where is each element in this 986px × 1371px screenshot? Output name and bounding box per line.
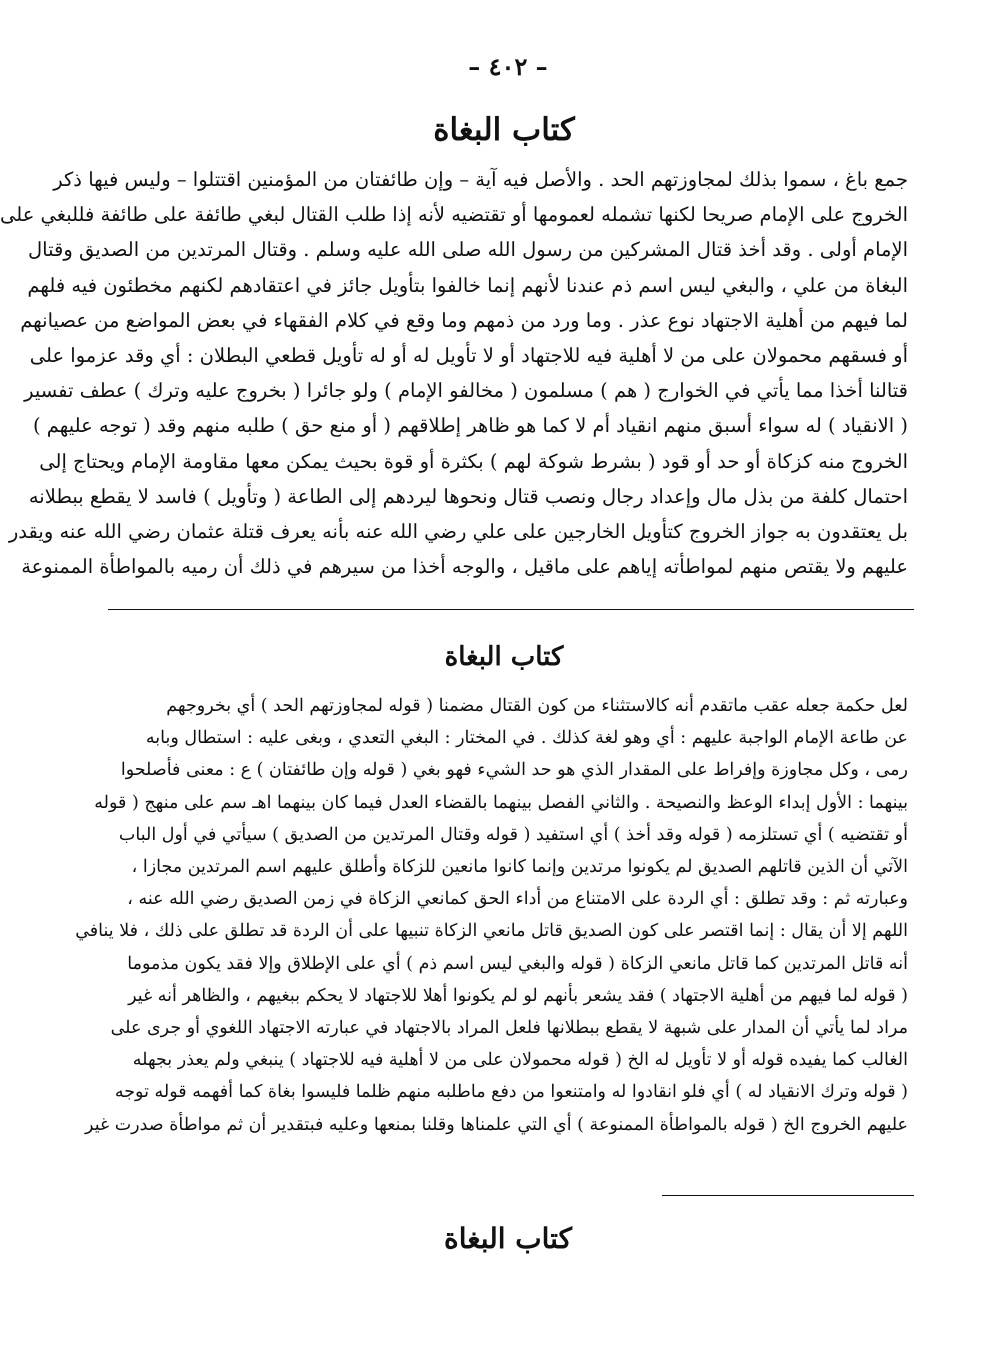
- commentary-text-line: مراد لما يأتي أن المدار على شبهة لا يقطع ببطلانها فلعل المراد بالاجتهاد في عبارته الاجتهاد اللغوي أو جرى على: [110, 1018, 908, 1039]
- commentary-text-line: رمى ، وكل مجاوزة وإفراط على المقدار الذي هو حد الشيء فهو بغي ( قوله وإن طائفتان ) ع : معنى فأصلحوا: [120, 760, 908, 781]
- main-text-line: البغاة من علي ، والبغي ليس اسم ذم عندنا لأنهم إنما خالفوا بتأويل جائز في اعتقادهم لكنهم مخطئون فيه فلهم: [27, 273, 908, 297]
- main-text-line: عليهم ولا يقتص منهم لمواطأته إياهم على ماقيل ، والوجه أخذا من سيرهم في ذلك أن رميه بالمواطأة الممنوعة: [21, 555, 908, 579]
- commentary-text-line: بينهما : الأول إبداء الوعظ والنصيحة . والثاني الفصل بينهما بالقضاء العدل فيما كان بينهما اهـ سم على منهج ( قوله: [94, 792, 908, 813]
- main-text-line: بل يعتقدون به جواز الخروج كتأويل الخارجين على علي رضي الله عنه بأنه يعرف قتلة عثمان رضي الله عنه ويقدر: [8, 520, 908, 544]
- main-text-line: الخروج على الإمام صريحا لكنها تشمله لعمومها أو تقتضيه لأنه إذا طلب القتال لبغي طائفة على طائفة فللبغي على: [0, 203, 908, 227]
- footer-divider: [662, 1195, 914, 1196]
- commentary-chapter-title: كتاب البغاة: [444, 642, 564, 672]
- main-chapter-title: كتاب البغاة: [433, 112, 575, 148]
- main-text-line: أو فسقهم محمولان على من لا أهلية فيه للاجتهاد أو لا تأويل له أو له تأويل قطعي البطلان : أي وقد عزموا على: [29, 344, 908, 368]
- commentary-text-line: عن طاعة الإمام الواجبة عليهم : أي وهو لغة كذلك . في المختار : البغي التعدي ، وبغى عليه : استطال وبابه: [145, 728, 908, 749]
- commentary-text-line: وعبارته ثم : وقد تطلق : أي الردة على الامتناع من أداء الحق كمانعي الزكاة في زمن الصديق رضي الله عنه ،: [127, 889, 908, 910]
- main-text-line: جمع باغ ، سموا بذلك لمجاوزتهم الحد . والأصل فيه آية – وإن طائفتان من المؤمنين اقتتلوا – وليس فيها ذكر: [53, 168, 908, 191]
- commentary-text-line: لعل حكمة جعله عقب ماتقدم أنه كالاستثناء من كون القتال مضمنا ( قوله لمجاوزتهم الحد ) أي بخروجهم: [166, 696, 908, 716]
- commentary-text-line: الغالب كما يفيده قوله أو لا تأويل له الخ ( قوله محمولان على من لا أهلية فيه للاجتهاد ) ينبغي ولم يعذر بجهله: [132, 1050, 908, 1071]
- main-text-line: قتالنا أخذا مما يأتي في الخوارج ( هم ) مسلمون ( مخالفو الإمام ) ولو جائرا ( بخروج عليه وترك ) عطف تفسير: [24, 379, 908, 403]
- next-section-heading: كتاب البغاة: [444, 1222, 572, 1255]
- commentary-section: [75, 638, 908, 1141]
- commentary-text-line: أنه قاتل المرتدين كما قاتل مانعي الزكاة ( قوله والبغي ليس اسم ذم ) أي على الإطلاق وإلا فقد يكون مذموما: [127, 953, 908, 974]
- main-text-line: احتمال كلفة من بذل مال وإعداد رجال ونصب قتال ونحوها ليردهم إلى الطاعة ( وتأويل ) فاسد لا يقطع ببطلانه: [28, 484, 908, 508]
- main-text-line: الخروج منه كزكاة أو حد أو قود ( بشرط شوكة لهم ) بكثرة أو قوة بحيث يمكن معها مقاومة الإمام ويحتاج إلى: [39, 449, 908, 473]
- main-text-section: [0, 108, 908, 584]
- main-text-body: [0, 162, 908, 584]
- commentary-text-line: أو تقتضيه ) أي تستلزمه ( قوله وقد أخذ ) أي استفيد ( قوله وقتال المرتدين من الصديق ) سيأتي في أول الباب: [118, 824, 908, 845]
- main-text-line: ( الانقياد ) له سواء أسبق منهم انقياد أم لا كما هو ظاهر إطلاقهم ( أو منع حق ) طلبه منهم وقد ( توجه عليهم ): [33, 414, 908, 438]
- commentary-text-body: [75, 690, 908, 1141]
- commentary-text-line: ( قوله لما فيهم من أهلية الاجتهاد ) فقد يشعر بأنهم لو لم يكونوا أهلا للاجتهاد لا يحكم ببغيهم ، والظاهر أنه غير: [128, 985, 908, 1006]
- main-text-line: لما فيهم من أهلية الاجتهاد نوع عذر . وما ورد من ذمهم وما وقع في كلام الفقهاء في بعض المواضع من عصيانهم: [20, 308, 908, 332]
- commentary-text-line: الآتي أن الذين قاتلهم الصديق لم يكونوا مرتدين وإنما كانوا مانعين للزكاة وأطلق عليهم اسم المرتدين مجازا ،: [131, 857, 908, 878]
- main-text-line: الإمام أولى . وقد أخذ قتال المشركين من رسول الله صلى الله عليه وسلم . وقتال المرتدين من الصديق وقتال: [28, 238, 908, 262]
- commentary-text-line: اللهم إلا أن يقال : إنما اقتصر على كون الصديق قاتل مانعي الزكاة تنبيها على أن الردة قد تطلق على ذلك ، فلا ينافي: [75, 921, 908, 942]
- commentary-text-line: عليهم الخروج الخ ( قوله بالمواطأة الممنوعة ) أي التي علمناها وقلنا بمنعها وعليه فبتقدير أن ثم مواطأة صدرت غير: [85, 1114, 908, 1135]
- section-divider: [108, 609, 914, 610]
- commentary-text-line: ( قوله وترك الانقياد له ) أي فلو انقادوا له وامتنعوا من دفع ماطلبه منهم ظلما فليسوا بغاة كما أفهمه قوله توجه: [114, 1082, 908, 1103]
- page-number: – ٤٠٢ –: [468, 52, 548, 81]
